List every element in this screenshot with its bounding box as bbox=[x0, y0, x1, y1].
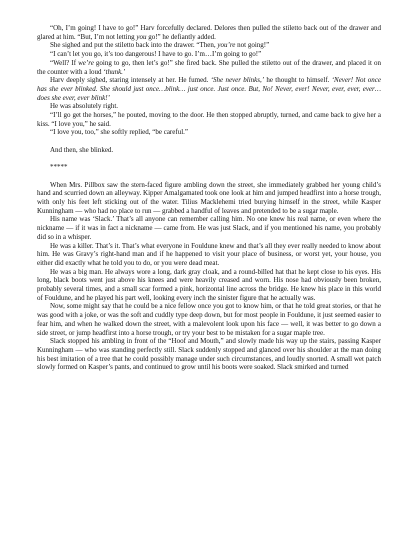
paragraph: Now, some might say that he could be a nice fellow once you got to know him, or that he told great stories, or that he was good with a joke, or was the soft and cuddly type deep down, but for most people in Fouldune, it just seemed easier to fear him, and when he walked down the street, with a malevolent look upon his face — well, it was better to go down a side street, or jump headfirst into a horse trough, or try your best to be mistaken for a sugar maple tree. bbox=[37, 302, 381, 337]
paragraph: She sighed and put the stiletto back into the drawer. “Then, you’re not going!” bbox=[50, 41, 270, 50]
paragraph: He was a big man. He always wore a long, dark gray cloak, and a round-billed hat that he kept close to his eyes. His long, black boots went just above his knees and were heavily creased and worn. His nose had obviously been broken, probably several times, and a small scar formed a pink, horizontal line across the bridge. He knew his place in this world of Fouldune, and he played his part well, looking every inch the sinister figure that he actually was. bbox=[37, 267, 381, 302]
paragraph: Slack stopped his ambling in front of the “Hoof and Mouth,” and slowly made his way up the stairs, passing Kasper Kunningham — who was standing perfectly still. Slack suddenly stopped and glanced over his shoulder at the man doing his best imitation of a tree that he could possibly manage under such circumstances, and loudly snorted. A small wet patch slowly formed on Kasper’s pants, and continued to grow until his boots were soaked. Slack smirked and turned bbox=[37, 337, 381, 372]
paragraph: “Well? If we’re going to go, then let’s go!” she fired back. She pulled the stiletto out of the drawer, and placed it on the counter with a loud ‘thunk.’ bbox=[37, 58, 381, 76]
paragraph: He was absolutely right. bbox=[50, 102, 119, 111]
paragraph: “I’ll go get the horses,” he pouted, moving to the door. He then stopped abruptly, turned, and came back to give her a kiss. “I love you,” he said. bbox=[37, 111, 381, 128]
paragraph: His name was ‘Slack.’ That’s all anyone can remember calling him. No one knew his real name, or even where the nickname — if it was in fact a nickname — came from. He was just Slack, and if you mentioned his name, you probably did so in a whisper. bbox=[37, 215, 381, 241]
paragraph: He was a killer. That’s it. That’s what everyone in Fouldune knew and that’s all they ever really needed to know about him. He was Gravy’s right-hand man and if he happened to visit your place of business, or worst yet, your house, you either did exactly what he told you to do, or you were dead meat. bbox=[37, 241, 381, 267]
paragraph: “I love you, too,” she softly replied, “be careful.” bbox=[50, 128, 189, 137]
document-page bbox=[37, 24, 381, 372]
paragraph: When Mrs. Pillbox saw the stern-faced figure ambling down the street, she immediately grabbed her young child’s hand and scurried down an alleyway. Kipper Amalgamated took one look at him and jumped headfirst into a horse trough, with only his feet left sticking out of the water. Tilius Macklehemi tried burying himself in the street, while Kasper Kunningham — who had no place to run — grabbed a handful of leaves and pretended to be a sugar maple. bbox=[37, 180, 381, 215]
section-separator: ***** bbox=[50, 163, 68, 172]
paragraph: “Oh, I’m going! I have to go!” Harv forcefully declared. Delores then pulled the stiletto back out of the drawer and glared at him. “But, I’m not letting you go!” he defiantly added. bbox=[37, 24, 381, 41]
paragraph: And then, she blinked. bbox=[50, 145, 114, 154]
paragraph: “I can’t let you go, it’s too dangerous! I have to go. I’m…I’m going to go!” bbox=[50, 50, 262, 59]
paragraph: Harv deeply sighed, staring intensely at her. He fumed. ‘She never blinks,’ he thought to himself. ‘Never! Not once has she ever blinked. She should just once…blink… just once. Just once. But, No! Never, ever! Never, ever, ever, ever…does she ever, ever blink!’ bbox=[37, 76, 381, 102]
